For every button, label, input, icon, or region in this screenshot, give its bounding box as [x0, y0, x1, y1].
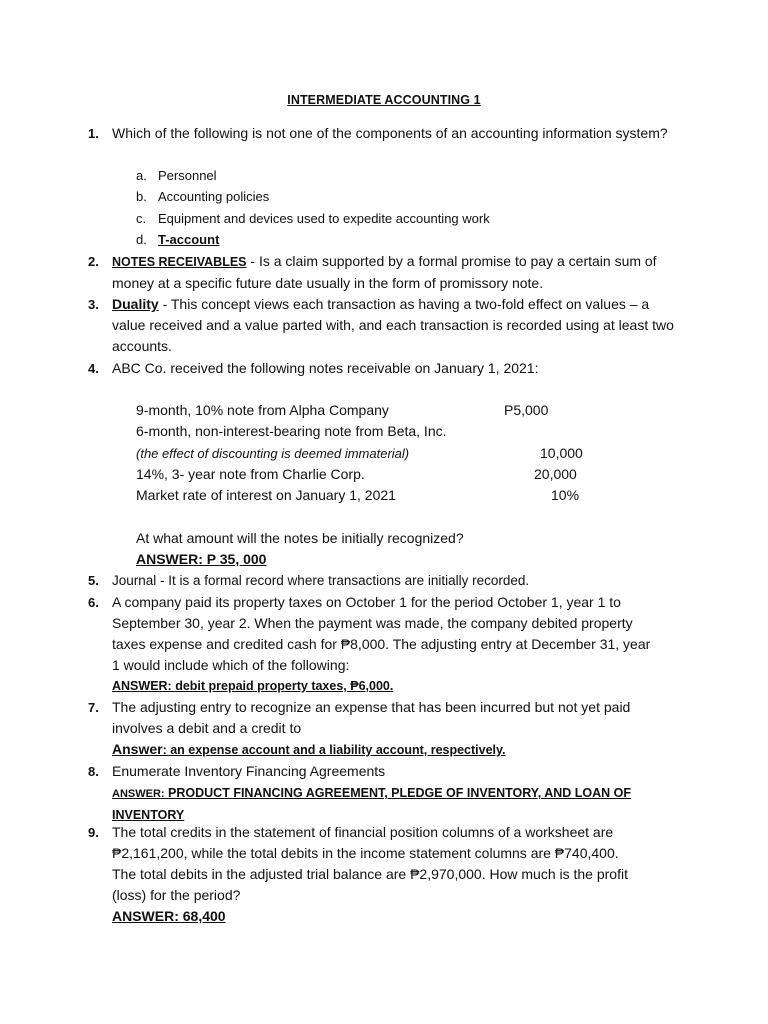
answer-text-continued: INVENTORY: [112, 808, 185, 822]
question-number: 3.: [88, 297, 99, 312]
note-row-value: 10%: [551, 487, 580, 503]
question-number: 4.: [88, 361, 99, 376]
option-letter: d.: [136, 232, 147, 247]
option-letter: c.: [136, 211, 147, 226]
question-number: 7.: [88, 700, 99, 715]
question-2: [88, 251, 682, 294]
option-d: [136, 229, 219, 250]
question-line: A company paid its property taxes on October 1 for the period October 1, year 1 to: [112, 594, 621, 610]
question-line: ₱2,161,200, while the total debits in the income statement columns are ₱740,400.: [112, 845, 619, 861]
question-1: [88, 123, 682, 144]
question-number: 6.: [88, 595, 99, 610]
question-line: September 30, year 2. When the payment was made, the company debited property: [112, 615, 633, 631]
note-row-label: 9-month, 10% note from Alpha Company: [136, 402, 389, 418]
question-4: [88, 358, 682, 379]
note-row-value: 10,000: [540, 445, 583, 461]
question-line: (loss) for the period?: [112, 887, 241, 903]
question-text: ABC Co. received the following notes receivable on January 1, 2021:: [112, 360, 539, 376]
answer-text: PRODUCT FINANCING AGREEMENT, PLEDGE OF INVENTORY, AND LOAN OF: [164, 786, 632, 800]
option-text: Accounting policies: [158, 189, 270, 204]
option-letter: a.: [136, 168, 147, 183]
question-8: [88, 761, 682, 825]
question-line: The total debits in the adjusted trial balance are ₱2,970,000. How much is the profit: [112, 866, 628, 882]
definition-text: Journal - It is a formal record where transactions are initially recorded.: [112, 573, 530, 588]
definition-text: - This concept views each transaction as having a two-fold effect on values – a value received and a value parted with, and each transaction is recorded using at least two accounts.: [112, 296, 674, 354]
note-row-value: 20,000: [534, 466, 577, 482]
question-text: Which of the following is not one of the components of an accounting information system?: [112, 125, 668, 141]
question-9: [88, 822, 682, 927]
question-number: 2.: [88, 254, 99, 269]
question-line: The total credits in the statement of financial position columns of a worksheet are: [112, 824, 614, 840]
question-line: taxes expense and credited cash for ₱8,000. The adjusting entry at December 31, year: [112, 636, 651, 652]
option-a: [136, 165, 217, 186]
question-7: [88, 697, 682, 761]
option-letter: b.: [136, 189, 147, 204]
note-row-label: 6-month, non-interest-bearing note from Beta, Inc.: [136, 423, 447, 439]
option-c: [136, 208, 490, 229]
question-number: 9.: [88, 825, 99, 840]
answer-label: Answer: [112, 741, 163, 757]
question-text: Enumerate Inventory Financing Agreements: [112, 763, 386, 779]
term-duality: Duality: [112, 296, 159, 312]
answer-text: ANSWER: 68,400: [112, 908, 226, 924]
term-notes-receivables: NOTES RECEIVABLES: [112, 255, 247, 269]
note-row-label: Market rate of interest on January 1, 2021: [136, 487, 396, 503]
question-3: [88, 294, 682, 357]
note-row-label: 14%, 3- year note from Charlie Corp.: [136, 466, 365, 482]
note-row-label: (the effect of discounting is deemed immaterial): [136, 446, 410, 461]
question-6: [88, 592, 682, 697]
definition-text: - Is a claim supported by a formal promise to pay a certain sum of money at a specific future date usually in the form of promissory note.: [112, 253, 657, 291]
answer-label: ANSWER:: [112, 788, 165, 800]
question-text: At what amount will the notes be initially recognized?: [136, 530, 464, 546]
option-text: Equipment and devices used to expedite accounting work: [158, 211, 490, 226]
question-number: 8.: [88, 764, 99, 779]
page-title: INTERMEDIATE ACCOUNTING 1: [287, 93, 481, 107]
question-5: [88, 570, 682, 591]
question-line: 1 would include which of the following:: [112, 657, 350, 673]
note-row-value: P5,000: [504, 402, 549, 418]
option-text: Personnel: [158, 168, 217, 183]
question-line: The adjusting entry to recognize an expense that has been incurred but not yet paid: [112, 699, 631, 715]
option-b: [136, 186, 269, 207]
question-number: 1.: [88, 126, 99, 141]
answer-text: ANSWER: debit prepaid property taxes, ₱6,000.: [112, 679, 394, 693]
option-text-answer: T-account: [158, 232, 220, 247]
answer-text: : an expense account and a liability account, respectively.: [162, 743, 506, 757]
question-number: 5.: [88, 573, 99, 588]
answer-text: ANSWER: P 35, 000: [136, 551, 267, 567]
question-line: involves a debit and a credit to: [112, 720, 302, 736]
